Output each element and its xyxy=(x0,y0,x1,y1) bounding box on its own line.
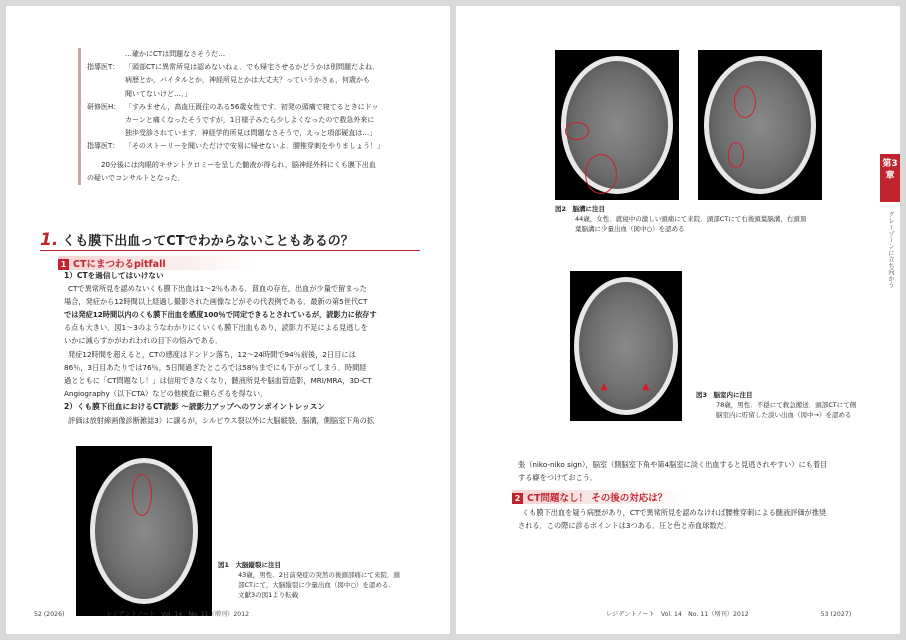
fig3-caption: 図3 脳室内に注目 78歳，男性．不穏にて救急搬送．頭部CTにて側 脳室内に貯留した淡い出血（図中→）を認める xyxy=(696,391,857,419)
dialogue-line: 研修医H： 「すみません，高血圧既往のある56歳女性です．初発の頭痛で寝てるときにドッ xyxy=(87,102,379,111)
section-rule xyxy=(40,250,420,251)
arrow-up-icon: ▲ xyxy=(600,381,608,392)
ct-image-fig2b xyxy=(698,50,822,200)
paragraph: 86％，3日目あたりでは76％，5日間過ぎたところでは58％までにも下がってしまう．時間経 xyxy=(64,363,367,372)
highlight-circle xyxy=(132,474,152,516)
dialogue-line: 聞いてないけど…．」 xyxy=(125,89,192,98)
paragraph: CTで異常所見を認めないくも膜下出血は1～2％もある．貧血の存在，出血が少量で留まった xyxy=(68,284,367,293)
fig1-caption: 図1 大脳縦裂に注目 43歳，男性．2日前発症の突然の後頭部痛にて来院．頭 部CTにて，大脳縦裂に少量出血（図中○）を認める． 文献3の図1より転載 xyxy=(218,561,400,599)
dialogue-line: 独歩受診されています．神経学的所見は問題なさそうで，えっと項部硬直は…」 xyxy=(125,129,377,138)
chapter-side-text: グレーゾーンに立ち向かう xyxy=(887,211,895,288)
arrow-up-icon: ▲ xyxy=(642,381,650,392)
skull-outline xyxy=(704,56,816,194)
highlight-circle xyxy=(565,122,589,140)
chapter-tab: 第3章 xyxy=(880,154,900,202)
highlight-circle xyxy=(585,154,617,194)
highlight-circle xyxy=(728,142,744,168)
dialogue-line: 指導医T： 「頭部CTに異常所見は認めないねぇ．でも帰宅させるかどうかは別問題だよね． xyxy=(87,63,380,72)
dialogue-line: カーンと痛くなったそうですが，1日様子みたら少しよくなったので救急外来に xyxy=(125,116,375,125)
right-page xyxy=(456,6,900,634)
outcome-line: の疑いでコンサルトとなった． xyxy=(87,173,185,182)
paragraph: では発症12時間以内のくも膜下出血を感度100％で同定できるとされているが，読影力に依存す xyxy=(64,310,377,319)
ct-image-fig1 xyxy=(76,446,212,616)
paragraph: される．この際に診るポイントは3つある．圧と色と赤血球数だ． xyxy=(518,521,732,530)
skull-outline xyxy=(574,277,678,415)
dialogue-line: …確かにCTは問題なさそうだ… xyxy=(125,50,226,58)
paragraph: Angiography（以下CTA）などの他検査に頼らざるを得ない． xyxy=(64,389,268,398)
fig2-caption: 図2 脳溝に注目 44歳，女性．就寝中の激しい頭痛にて来院．頭部CTにて右後頭葉脳溝，右頭頂 葉脳溝に少量出血（図中○）を認める xyxy=(555,205,807,233)
paragraph: くも膜下出血を疑う病歴があり，CTで異常所見を認めなければ腰椎穿刺による髄液評価が推奨 xyxy=(522,508,827,517)
subheading-2: 2 CT問題なし！ その後の対応は？ xyxy=(512,490,667,504)
dialogue-line: 病歴とか，バイタルとか，神経所見とかは大丈夫？っていうかさぁ，何歳かも xyxy=(125,76,370,85)
section-heading: 1. くも膜下出血ってCTでわからないこともあるの？ xyxy=(40,230,354,250)
subheading-1: 1 CTにまつわるpitfall xyxy=(58,256,166,270)
paragraph: 評価は放射線画像診断雑誌3）に譲るが，シルビウス裂以外に大脳縦裂，脳溝，側脳室下角の拡 xyxy=(68,416,375,425)
dialogue-line: 指導医T： 「そのストーリーを聞いただけで安易に帰せないよ．腰椎穿刺をやりましょう！」 xyxy=(87,142,384,151)
paragraph: 張（niko-niko sign），脳室（側脳室下角や第4脳室に淡く出血すると見逃されやすい）にも着目 xyxy=(518,460,828,469)
subsubheading-1: 1）CTを過信してはいけない xyxy=(64,271,164,280)
page-footer: レジデントノート Vol. 14 No. 11（増刊）2012 53 (2027) xyxy=(606,611,852,618)
page-footer: 52 (2026) レジデントノート Vol. 14 No. 11（増刊）2012 xyxy=(34,611,250,618)
highlight-circle xyxy=(734,86,756,118)
paragraph: 過とともに「CT問題なし！」は信用できなくなり，髄液所見や脳血管造影，MRI/MRA，3D-CT xyxy=(64,376,372,385)
paragraph: る点も大きい．図1～3のようなわかりにくいくも膜下出血もあり，読影力不足による見逃しを xyxy=(64,323,368,332)
paragraph: いかに減らすかがわれわれの目下の悩みである． xyxy=(64,336,223,345)
subsubheading-2: 2）くも膜下出血におけるCT読影 ～読影力アップへのワンポイントレッスン xyxy=(64,402,325,411)
outcome-line: 20分後には肉眼的キサントクロミーを呈した髄液が得られ，脳神経外科にくも膜下出血 xyxy=(101,160,376,169)
paragraph: する癖をつけておこう． xyxy=(518,473,598,482)
ct-image-fig2a xyxy=(555,50,679,200)
paragraph: 場合，発症から12時間以上経過し撮影された画像などがその代表例である．最新の第5世代CT xyxy=(64,297,368,306)
case-dialogue xyxy=(78,48,457,185)
left-page xyxy=(6,6,450,634)
ct-image-fig3 xyxy=(570,271,682,421)
paragraph: 発症12時間を超えると，CTの感度はドンドン落ち，12～24時間で94％前後，2日目には xyxy=(68,350,356,359)
